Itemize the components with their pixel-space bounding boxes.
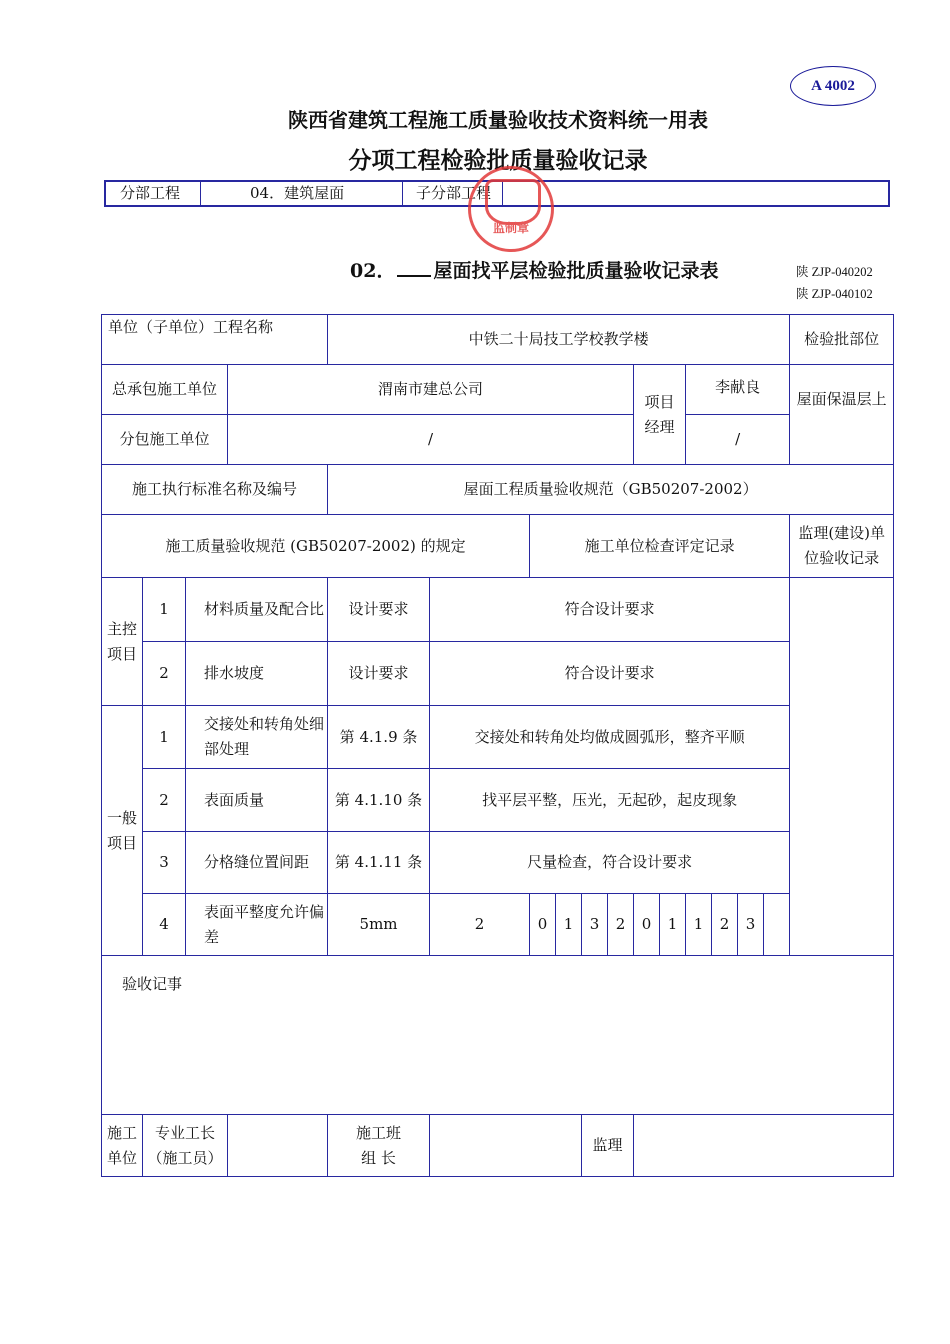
general-item-no: 1 — [143, 706, 186, 769]
contractor-value: 渭南市建总公司 — [228, 365, 634, 415]
general-item-no: 3 — [143, 832, 186, 894]
foreman-signature — [228, 1115, 328, 1177]
project-manager-value: 李献良 — [686, 365, 790, 415]
subtitle-text: 屋面找平层检验批质量验收记录表 — [433, 260, 719, 282]
seal-text: 监制章 — [492, 221, 529, 235]
supervision-seal — [468, 166, 554, 252]
standard-value: 屋面工程质量验收规范（GB50207-2002） — [328, 465, 894, 515]
team-leader-label: 施工班 组 长 — [328, 1115, 430, 1177]
measure-cell: 1 — [686, 894, 712, 956]
measure-cell: 3 — [582, 894, 608, 956]
main-items-label: 主控 项目 — [102, 578, 143, 706]
title-line1: 陕西省建筑工程施工质量验收技术资料统一用表 — [288, 108, 708, 132]
main-item-result: 符合设计要求 — [430, 578, 790, 642]
general-item-req: 第 4.1.11 条 — [328, 832, 430, 894]
form-subtitle — [350, 256, 718, 283]
measure-cell: 1 — [660, 894, 686, 956]
subcontractor-value: / — [228, 415, 634, 465]
supervisor-column-header: 监理(建设)单位验收记录 — [790, 515, 894, 578]
subtitle-prefix: 02． — [350, 260, 396, 282]
form-code-2: 陕 ZJP-040102 — [796, 287, 873, 301]
batch-location-label: 检验批部位 — [790, 315, 894, 365]
measure-cell: 0 — [634, 894, 660, 956]
supervisor-record — [790, 578, 894, 956]
general-item-req: 第 4.1.10 条 — [328, 769, 430, 832]
form-code-1: 陕 ZJP-040202 — [796, 265, 873, 279]
general-item-no: 4 — [143, 894, 186, 956]
page-title: 分项工程检验批质量验收记录 — [348, 147, 648, 174]
division-value: 04．建筑屋面 — [250, 184, 345, 202]
measure-cell: 2 — [430, 894, 530, 956]
remarks-label: 验收记事 — [102, 956, 894, 1115]
division-label: 分部工程 — [120, 184, 181, 202]
general-items-label: 一般 项目 — [102, 706, 143, 956]
unit-name-value: 中铁二十局技工学校教学楼 — [328, 315, 790, 365]
main-item-name: 材料质量及配合比 — [186, 578, 328, 642]
supervisor-label: 监理 — [582, 1115, 634, 1177]
main-item-req: 设计要求 — [328, 578, 430, 642]
general-item-name: 表面平整度允许偏差 — [186, 894, 328, 956]
measure-cell: 2 — [608, 894, 634, 956]
main-item-req: 设计要求 — [328, 642, 430, 706]
measure-cell: 2 — [712, 894, 738, 956]
general-item-result: 交接处和转角处均做成圆弧形，整齐平顺 — [430, 706, 790, 769]
general-item-name: 交接处和转角处细部处理 — [186, 706, 328, 769]
general-item-no: 2 — [143, 769, 186, 832]
main-item-no: 2 — [143, 642, 186, 706]
spec-column-header: 施工质量验收规范 (GB50207-2002) 的规定 — [102, 515, 530, 578]
general-item-req: 第 4.1.9 条 — [328, 706, 430, 769]
general-item-result: 尺量检查，符合设计要求 — [430, 832, 790, 894]
check-column-header: 施工单位检查评定记录 — [530, 515, 790, 578]
main-item-no: 1 — [143, 578, 186, 642]
sub-pm-value: / — [686, 415, 790, 465]
project-manager-label: 项目 经理 — [634, 365, 686, 465]
measure-cell: 3 — [738, 894, 764, 956]
subcontractor-label: 分包施工单位 — [102, 415, 228, 465]
measure-cell: 0 — [530, 894, 556, 956]
general-item-name: 分格缝位置间距 — [186, 832, 328, 894]
general-item-name: 表面质量 — [186, 769, 328, 832]
inspection-table — [101, 314, 894, 1177]
supervisor-signature — [634, 1115, 894, 1177]
team-leader-signature — [430, 1115, 582, 1177]
measure-spare — [764, 894, 790, 956]
main-item-name: 排水坡度 — [186, 642, 328, 706]
standard-label: 施工执行标准名称及编号 — [102, 465, 328, 515]
main-item-result: 符合设计要求 — [430, 642, 790, 706]
contractor-label: 总承包施工单位 — [102, 365, 228, 415]
general-item-req: 5mm — [328, 894, 430, 956]
measure-cell: 1 — [556, 894, 582, 956]
unit-name-label: 单位（子单位）工程名称 — [102, 315, 328, 365]
construction-unit-label: 施工 单位 — [102, 1115, 143, 1177]
foreman-label: 专业工长 （施工员） — [143, 1115, 228, 1177]
subdivision-label: 子分部工程 — [416, 184, 492, 202]
general-item-result: 找平层平整，压光，无起砂，起皮现象 — [430, 769, 790, 832]
batch-location-value: 屋面保温层上 — [790, 365, 894, 465]
form-code-badge: A 4002 — [790, 66, 876, 106]
